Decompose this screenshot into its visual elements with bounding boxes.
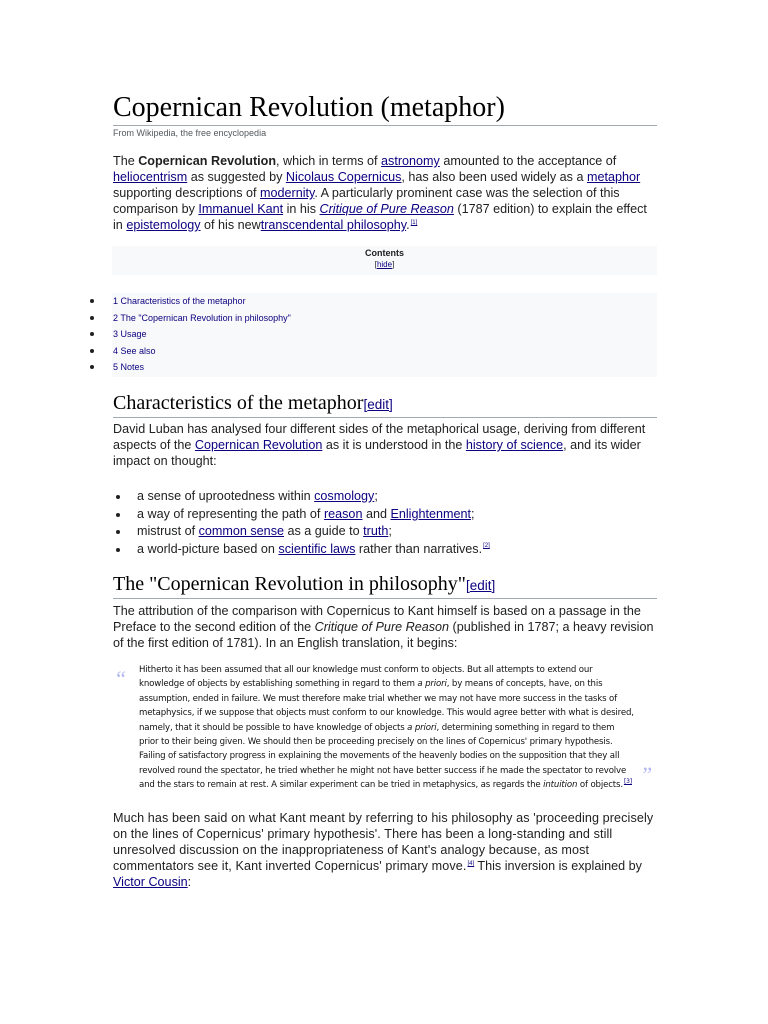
list-item: [113, 488, 657, 506]
quote-text: Hitherto it has been assumed that all our knowledge must conform to objects. But all attempts to extend our knowledge of objects by establishing something in regard to them: [139, 665, 593, 690]
page-title: Copernican Revolution (metaphor): [113, 91, 657, 126]
footnote-ref[interactable]: [1]: [410, 219, 418, 226]
text: and: [362, 506, 391, 521]
text: mistrust of: [137, 524, 199, 538]
toc-hide-toggle: [112, 259, 657, 271]
characteristics-list: [113, 488, 657, 558]
bracket: [: [465, 578, 470, 593]
link-history-of-science[interactable]: history of science: [465, 438, 564, 452]
link-truth[interactable]: truth: [363, 524, 389, 538]
text: , which in terms of: [276, 154, 382, 168]
toc-list: [112, 293, 657, 377]
text: . A particularly prominent case was the selection of this comparison by: [113, 186, 620, 216]
toc-link-characteristics[interactable]: 1 Characteristics of the metaphor: [113, 296, 246, 306]
link-cosmology[interactable]: cosmology: [314, 489, 375, 503]
bracket: [: [363, 397, 368, 412]
text: The: [113, 154, 139, 168]
link-critique-of-pure-reason[interactable]: Critique of Pure Reason: [319, 202, 454, 216]
text: (published in 1787; a heavy revision of the first edition of 1781). In an English translation, it begins:: [113, 620, 654, 650]
link-copernican-revolution[interactable]: Copernican Revolution: [194, 438, 323, 452]
text: as a guide to: [284, 524, 364, 538]
link-epistemology[interactable]: epistemology: [126, 218, 201, 232]
link-common-sense[interactable]: common sense: [198, 524, 284, 538]
bracket: [: [374, 260, 377, 269]
link-transcendental-philosophy[interactable]: transcendental philosophy: [260, 218, 407, 232]
link-astronomy[interactable]: astronomy: [381, 154, 440, 168]
toc-link-revolution-in-philosophy[interactable]: 2 The "Copernican Revolution in philosophy": [113, 312, 291, 323]
text: a world-picture based on: [137, 541, 279, 556]
text: ;: [388, 524, 392, 538]
text: .: [406, 218, 410, 232]
text: in his: [283, 202, 320, 216]
quote-text: , determining something in regard to them prior to their being given. We should then be proceeding precisely on the lines of Copernicus' primary hypothesis. Failing of satisfactory progress in explaining the movements of the heavenly bodies on the supposition that they all revolved round the spectator, he tried whether he might not have better success if he made the spectator to revolve and the stars to remain at rest. A similar experiment can be tried in metaphysics, as regards the: [139, 722, 627, 791]
text: amounted to the acceptance of: [439, 154, 617, 168]
link-nicolaus-copernicus[interactable]: Nicolaus Copernicus: [285, 170, 402, 184]
text: supporting descriptions of: [113, 186, 261, 200]
list-item: [113, 506, 657, 524]
footnote-ref[interactable]: [2]: [483, 543, 490, 550]
section-heading-characteristics: [113, 391, 657, 418]
kant-blockquote: [139, 663, 635, 793]
footnote-ref[interactable]: [3]: [623, 778, 632, 786]
text: This inversion is explained by: [474, 859, 642, 873]
inversion-paragraph: [113, 810, 657, 890]
link-victor-cousin[interactable]: Victor Cousin: [113, 875, 188, 889]
link-immanuel-kant[interactable]: Immanuel Kant: [198, 202, 284, 216]
link-scientific-laws[interactable]: scientific laws: [278, 541, 356, 556]
text: of his new: [200, 218, 261, 232]
text: rather than narratives.: [355, 541, 483, 556]
list-item: [113, 541, 657, 559]
link-metaphor[interactable]: metaphor: [586, 170, 641, 184]
edit-link[interactable]: edit: [367, 397, 390, 412]
text: as it is understood in the: [322, 438, 466, 452]
footnote-ref[interactable]: [4]: [467, 860, 475, 867]
quote-text: of objects.: [577, 780, 623, 791]
toc-item: [112, 293, 657, 310]
list-item: [113, 523, 657, 541]
toc-item: [112, 326, 657, 343]
link-enlightenment[interactable]: Enlightenment: [390, 506, 471, 521]
close-quote-mark: ”: [640, 762, 653, 787]
text: David Luban has analysed four different sides of the metaphorical usage, deriving from different aspects of the: [113, 422, 646, 452]
quote-italic: a priori: [407, 722, 437, 733]
bracket: ]: [491, 578, 496, 593]
toc-link-see-also[interactable]: 4 See also: [113, 345, 156, 356]
text: , and its wider impact on thought:: [113, 438, 641, 468]
toc-header: [112, 246, 657, 275]
toc-item: [112, 359, 657, 376]
text: :: [187, 875, 192, 889]
text: (1787 edition) to explain the effect in: [113, 202, 647, 232]
toc-link-notes[interactable]: 5 Notes: [113, 362, 145, 372]
quote-italic: intuition: [543, 780, 578, 791]
link-reason[interactable]: reason: [323, 506, 363, 521]
heading-text: The "Copernican Revolution in philosophy": [113, 573, 466, 595]
open-quote-mark: “: [114, 666, 127, 691]
italic-title: Critique of Pure Reason: [314, 620, 450, 634]
text: ;: [374, 489, 378, 503]
link-heliocentrism[interactable]: heliocentrism: [113, 170, 188, 184]
section-heading-revolution-in-philosophy: [113, 572, 657, 599]
text: The attribution of the comparison with Copernicus to Kant himself is based on a passage in the Preface to the second edition of the: [113, 604, 641, 634]
text: a way of representing the path of: [137, 506, 324, 521]
toc-link-usage[interactable]: 3 Usage: [113, 329, 147, 339]
intro-paragraph: [113, 153, 657, 233]
site-tagline: From Wikipedia, the free encyclopedia: [113, 128, 267, 138]
toc-item: [112, 310, 657, 327]
text: , has also been used widely as a: [401, 170, 587, 184]
toc-title: Contents: [365, 248, 404, 258]
edit-section: [466, 578, 495, 593]
attribution-paragraph: [113, 603, 657, 651]
edit-link[interactable]: edit: [469, 578, 492, 593]
text: a sense of uprootedness within: [137, 489, 315, 503]
link-modernity[interactable]: modernity: [260, 186, 315, 200]
quote-italic: a priori: [417, 679, 447, 690]
bold-term: Copernican Revolution: [138, 154, 277, 168]
text: Much has been said on what Kant meant by referring to his philosophy as 'proceeding precisely on the lines of Copernicus' primary hypothesis'. There has been a long-standing and still unresolved discussion on the inappropriateness of Kant's analogy because, as most commentators see it, Kant inverted Copernicus' primary move.: [113, 811, 654, 873]
toc-item: [112, 343, 657, 360]
bracket: ]: [392, 260, 395, 269]
characteristics-paragraph: [113, 421, 657, 469]
bracket: ]: [389, 397, 393, 412]
quote-text: , by means of concepts, have, on this assumption, ended in failure. We must therefore make trial whether we may not have more success in the tasks of metaphysics, if we suppose that objects must conform to our knowledge. This would agree better with what is desired, namely, that it should be possible to have knowledge of objects: [139, 679, 634, 733]
toc-hide-link[interactable]: hide: [376, 260, 393, 269]
heading-text: Characteristics of the metaphor: [113, 392, 364, 414]
edit-section: [363, 397, 392, 412]
text: as suggested by: [187, 170, 286, 184]
text: ;: [470, 506, 475, 521]
